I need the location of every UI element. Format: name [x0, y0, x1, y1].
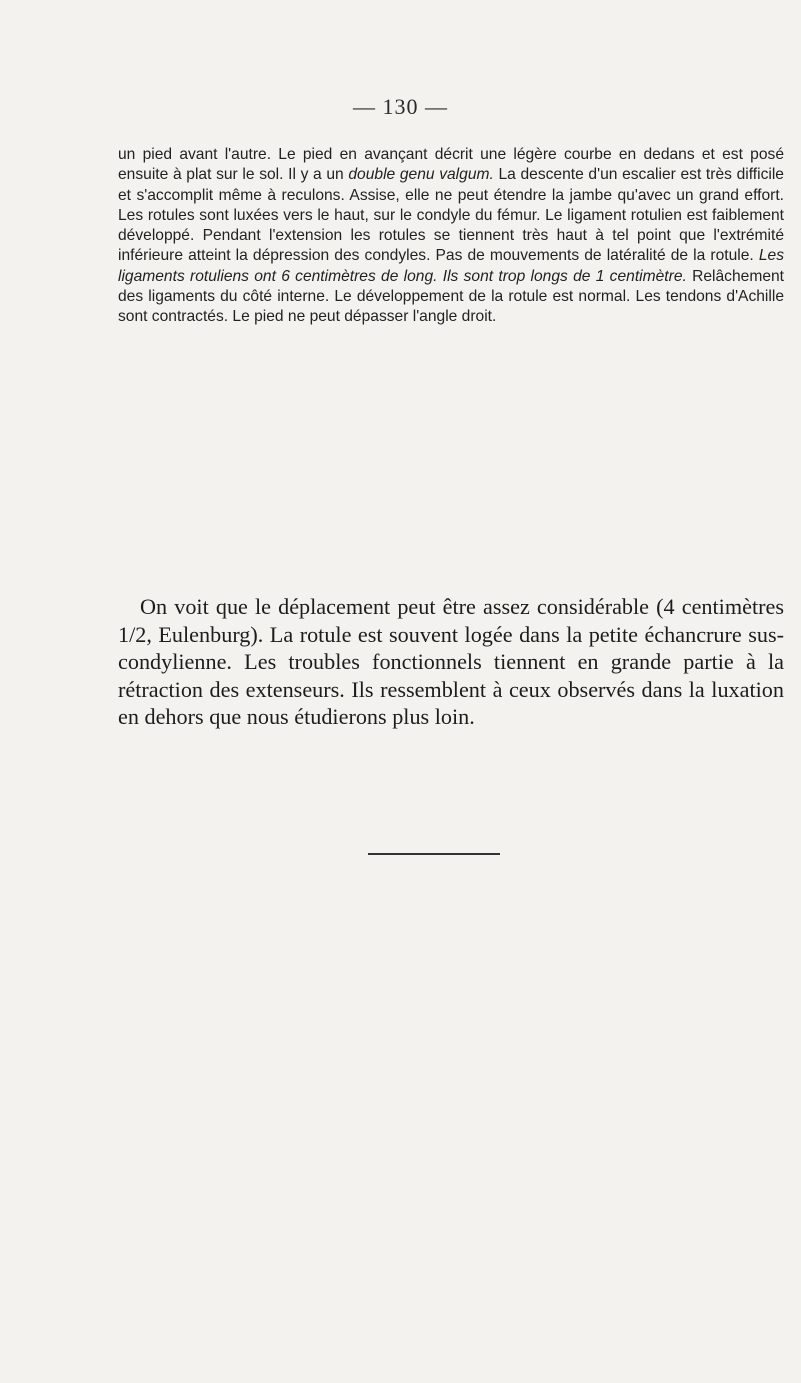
case-text-italic-1: double genu valgum.: [348, 166, 494, 184]
case-text-2: La descente d'un escalier est très difficile et s'accomplit même à reculons. Assise, elle ne peut étendre la jambe qu'avec un grand effort. Les rotules sont luxées vers le haut, sur le condyle du fémur. Le ligament rotulien est faiblement développé. Pendant l'extension les rotules se tiennent très haut à tel point que l'extrémité inférieure atteint la dépression des condyles. Pas de mouvements de latéralité de la rotule.: [118, 166, 784, 265]
case-text-1: un pied avant l'autre. Le pied en avançant décrit une légère courbe en dedans et est posé ensuite à plat sur le sol. Il y a un: [118, 146, 784, 184]
case-text-italic-2: Les ligaments rotuliens ont 6 centimètres de long. Ils sont trop longs de 1 centimètre.: [118, 247, 784, 285]
case-text-3: Relâchement des ligaments du côté interne. Le développement de la rotule est normal. Les tendons d'Achille sont contractés. Le pied ne peut dépasser l'angle droit.: [118, 267, 784, 326]
section-divider: [368, 853, 500, 855]
case-description-paragraph: [118, 145, 784, 328]
commentary-paragraph: On voit que le déplacement peut être assez considérable (4 centimètres 1/2, Eulenburg). La rotule est souvent logée dans la petite échancrure sus-condylienne. Les troubles fonctionnels tiennent en grande partie à la rétraction des extenseurs. Ils ressemblent à ceux observés dans la luxation en dehors que nous étudierons plus loin.: [118, 594, 784, 729]
page-number: — 130 —: [353, 94, 448, 119]
